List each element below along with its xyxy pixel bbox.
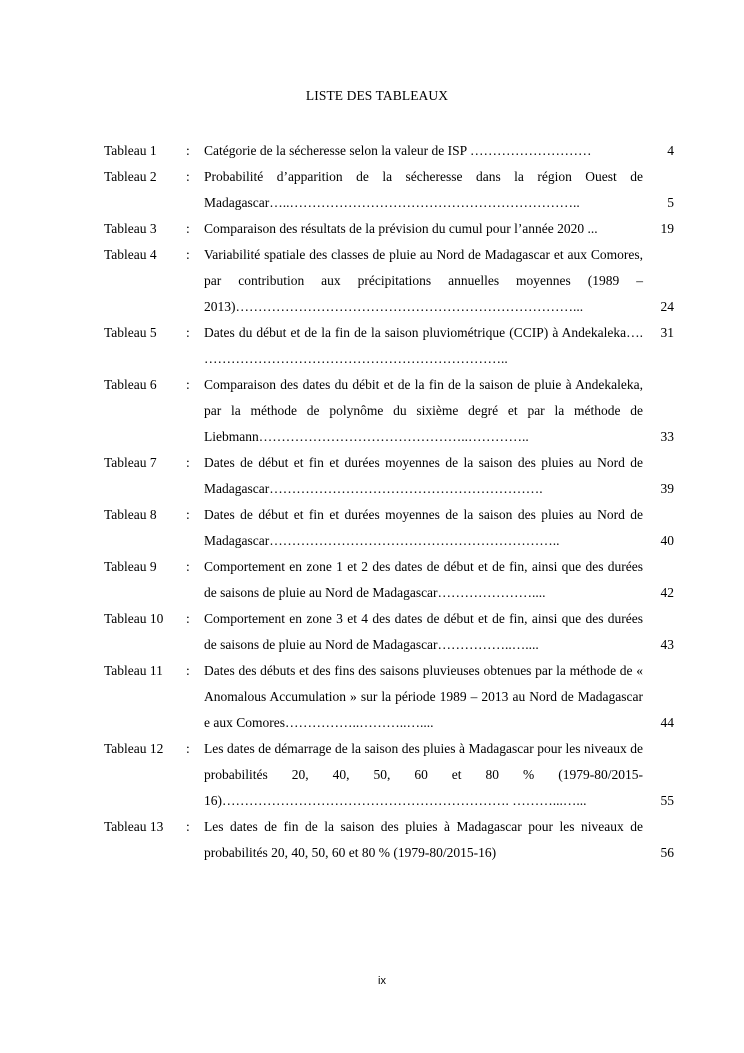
entry-page-number: 43 bbox=[660, 637, 674, 652]
entry-page-number: 31 bbox=[660, 325, 674, 340]
toc-entry-tableau-2[interactable] bbox=[104, 164, 674, 216]
entry-page-number: 4 bbox=[667, 143, 674, 158]
table-list bbox=[104, 138, 674, 866]
entry-label: Tableau 5 bbox=[104, 325, 157, 340]
entry-separator: : bbox=[186, 819, 190, 834]
entry-description: Comparaison des dates du débit et de la fin de la saison de pluie à Andekaleka, par la méthode de polynôme du sixième degré et par la méthode de Liebmann………………………………………..………….. bbox=[204, 377, 643, 444]
toc-entry-tableau-4[interactable] bbox=[104, 242, 674, 320]
entry-separator: : bbox=[186, 559, 190, 574]
entry-page-number: 24 bbox=[660, 299, 674, 314]
toc-entry-tableau-8[interactable] bbox=[104, 502, 674, 554]
entry-description: Comportement en zone 1 et 2 des dates de début et de fin, ainsi que des durées de saisons de pluie au Nord de Madagascar………………….... bbox=[204, 559, 643, 600]
entry-separator: : bbox=[186, 741, 190, 756]
entry-label: Tableau 12 bbox=[104, 741, 164, 756]
toc-entry-tableau-10[interactable] bbox=[104, 606, 674, 658]
entry-description: Dates de début et fin et durées moyennes de la saison des pluies au Nord de Madagascar……………………………………………………….. bbox=[204, 507, 643, 548]
entry-separator: : bbox=[186, 143, 190, 158]
page-number: ix bbox=[378, 975, 386, 987]
entry-label: Tableau 13 bbox=[104, 819, 164, 834]
entry-label: Tableau 10 bbox=[104, 611, 164, 626]
entry-label: Tableau 11 bbox=[104, 663, 163, 678]
toc-entry-tableau-9[interactable] bbox=[104, 554, 674, 606]
toc-entry-tableau-5[interactable] bbox=[104, 320, 674, 372]
entry-label: Tableau 2 bbox=[104, 169, 157, 184]
entry-label: Tableau 6 bbox=[104, 377, 157, 392]
entry-description: Les dates de fin de la saison des pluies à Madagascar pour les niveaux de probabilités 20, 40, 50, 60 et 80 % (1979-80/2015-16) bbox=[204, 819, 643, 860]
entry-separator: : bbox=[186, 325, 190, 340]
toc-entry-tableau-12[interactable] bbox=[104, 736, 674, 814]
toc-entry-tableau-1[interactable] bbox=[104, 138, 674, 164]
entry-page-number: 33 bbox=[660, 429, 674, 444]
entry-label: Tableau 1 bbox=[104, 143, 157, 158]
entry-page-number: 19 bbox=[660, 221, 674, 236]
entry-page-number: 39 bbox=[660, 481, 674, 496]
entry-separator: : bbox=[186, 221, 190, 236]
entry-separator: : bbox=[186, 455, 190, 470]
entry-description: Dates du début et de la fin de la saison pluviométrique (CCIP) à Andekaleka…. ………………………………………………………….. bbox=[204, 325, 643, 366]
entry-page-number: 55 bbox=[660, 793, 674, 808]
entry-page-number: 40 bbox=[660, 533, 674, 548]
entry-page-number: 44 bbox=[660, 715, 674, 730]
entry-separator: : bbox=[186, 169, 190, 184]
entry-separator: : bbox=[186, 611, 190, 626]
entry-label: Tableau 7 bbox=[104, 455, 157, 470]
toc-entry-tableau-13[interactable] bbox=[104, 814, 674, 866]
entry-label: Tableau 9 bbox=[104, 559, 157, 574]
toc-entry-tableau-3[interactable] bbox=[104, 216, 674, 242]
entry-description: Dates de début et fin et durées moyennes de la saison des pluies au Nord de Madagascar……………………………………………………. bbox=[204, 455, 643, 496]
entry-label: Tableau 8 bbox=[104, 507, 157, 522]
entry-separator: : bbox=[186, 247, 190, 262]
entry-description: Comportement en zone 3 et 4 des dates de début et de fin, ainsi que des durées de saisons de pluie au Nord de Madagascar……………..….... bbox=[204, 611, 643, 652]
entry-label: Tableau 3 bbox=[104, 221, 157, 236]
toc-entry-tableau-11[interactable] bbox=[104, 658, 674, 736]
entry-label: Tableau 4 bbox=[104, 247, 157, 262]
entry-description: Comparaison des résultats de la prévision du cumul pour l’année 2020 ... bbox=[204, 221, 598, 236]
entry-separator: : bbox=[186, 377, 190, 392]
entry-page-number: 42 bbox=[660, 585, 674, 600]
toc-entry-tableau-6[interactable] bbox=[104, 372, 674, 450]
entry-description: Les dates de démarrage de la saison des pluies à Madagascar pour les niveaux de probabilités 20, 40, 50, 60 et 80 % (1979-80/2015-16)………………………………………………………. ………...…... bbox=[204, 741, 643, 808]
entry-description: Variabilité spatiale des classes de pluie au Nord de Madagascar et aux Comores, par contribution aux précipitations annuelles moyennes (1989 – 2013)…………………………………………………………………... bbox=[204, 247, 643, 314]
entry-description: Dates des débuts et des fins des saisons pluvieuses obtenues par la méthode de « Anomalous Accumulation » sur la période 1989 – 2013 au Nord de Madagascar e aux Comores……………..………..….... bbox=[204, 663, 643, 730]
entry-description: Catégorie de la sécheresse selon la valeur de ISP ……………………… bbox=[204, 143, 592, 158]
toc-entry-tableau-7[interactable] bbox=[104, 450, 674, 502]
entry-separator: : bbox=[186, 663, 190, 678]
entry-separator: : bbox=[186, 507, 190, 522]
entry-page-number: 56 bbox=[660, 845, 674, 860]
entry-page-number: 5 bbox=[667, 195, 674, 210]
entry-description: Probabilité d’apparition de la sécheresse dans la région Ouest de Madagascar…..……………………………………………………….. bbox=[204, 169, 643, 210]
page-title: LISTE DES TABLEAUX bbox=[305, 88, 449, 103]
